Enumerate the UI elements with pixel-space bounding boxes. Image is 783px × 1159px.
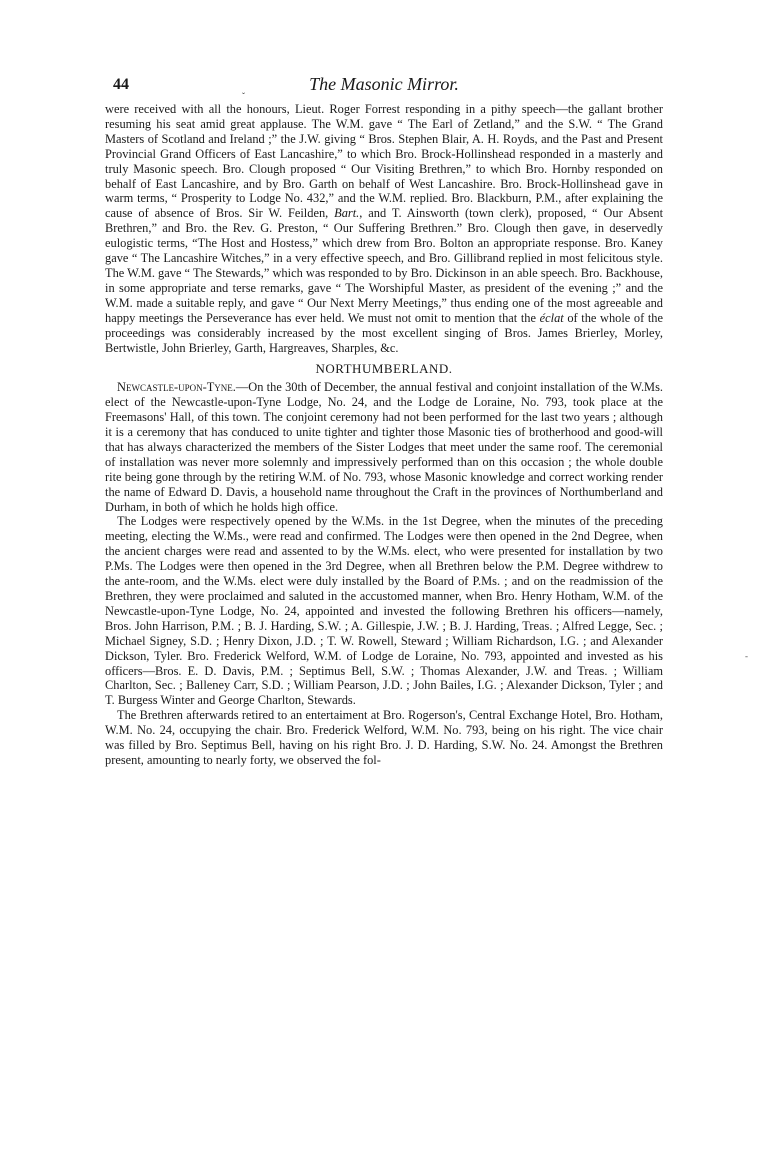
paragraph-text-end: of the whole of the proceedings was considerably increased by the most excellent singing of Bros. James Brierley, Morley, Bertwistle, John Brierley, Garth, Hargreaves, Sharples, &c. — [105, 310, 663, 355]
paragraph-lodges-opened: The Lodges were respectively opened by the W.Ms. in the 1st Degree, when the minutes of the preceding meeting, electing the W.Ms., were read and confirmed. The Lodges were then opened in the 2nd Degree, when the ancient charges were read and assented to by the W.Ms. elect, who were presented for installation by two P.Ms. The Lodges were then opened in the 3rd Degree, when all Brethren below the P.M. Degree withdrew to the ante-room, and the W.Ms. elect were duly installed by the Board of P.Ms. ; and on the readmission of the Brethren, they were proclaimed and saluted in the accustomed manner, when Bro. Henry Hotham, W.M. of the Newcastle-upon-Tyne Lodge, No. 24, appointed and invested the following Brethren his officers—namely, Bros. John Harrison, P.M. ; B. J. Harding, S.W. ; A. Gillespie, J.W. ; B. J. Harding, Treas. ; Alfred Legge, Sec. ; Michael Signey, S.D. ; Henry Dixon, J.D. ; T. W. Rowell, Steward ; William Richardson, I.G. ; and Alexander Dickson, Tyler. Bro. Frederick Welford, W.M. of Lodge de Loraine, No. 793, appointed and invested as his officers—Bros. E. D. Davis, P.M. ; Septimus Bell, S.W. ; Thomas Alexander, J.W. and Treas. ; William Charlton, Sec. ; Balleney Carr, S.D. ; William Pearson, J.D. ; John Bailes, I.G. ; Alexander Dickson, Tyler ; and T. Burgess Winter and George Charlton, Stewards. — [105, 514, 663, 708]
running-title: The Masonic Mirror. — [309, 74, 459, 94]
paragraph-text-cont: , and T. Ainsworth (town clerk), proposed, “ Our Absent Brethren,” and Bro. the Rev. G. Preston, “ Our Suffering Brethren.” Bro. Clough then gave, in deservedly eulogistic terms, “The Host and Hostess,” which drew from Bro. Bolton an appropriate response. Bro. Kaney gave “ The Lancashire Witches,” in a very effective speech, and Bro. Gillibrand replied in most felicitous style. The W.M. gave “ The Stewards,” which was responded to by Bro. Dickinson in an able speech. Bro. Backhouse, in some appropriate and terse remarks, gave “ The Worshipful Master, as president of the evening ;” and the W.M. made a suitable reply, and gave “ Our Next Merry Meetings,” thus ending one of the most agreeable and happy meetings the Perseverance has ever held. We must not omit to mention that the — [105, 206, 664, 325]
italic-bart: Bart. — [334, 206, 360, 221]
place-name: Newcastle-upon-Tyne. — [117, 380, 236, 395]
margin-dash-mark: - — [745, 651, 748, 661]
printer-tick-mark: ˇ — [242, 91, 245, 101]
page-column — [105, 72, 663, 768]
paragraph-text: —On the 30th of December, the annual festival and conjoint installation of the W.Ms. elect of the Newcastle-upon-Tyne Lodge, No. 24, and the Lodge de Loraine, No. 793, took place at the Freemasons' Hall, of this town. The conjoint ceremony had not been performed for the last two years ; although it is a ceremony that has conduced to unite tighter and tighter those Masonic ties of brotherhood and good-will that has always characterized the members of the Sister Lodges that meet under the same roof. The ceremonial of installation was never more solemnly and impressively performed than on this occasion ; the whole double rite being gone through by the retiring W.M. of No. 793, whose Masonic knowledge and correct working render the name of Edward D. Davis, a household name throughout the Craft in the provinces of Northumberland and Durham, in both of which he holds high office. — [105, 380, 663, 514]
section-heading: NORTHUMBERLAND. — [315, 361, 453, 377]
paragraph-newcastle-festival — [105, 380, 663, 514]
italic-eclat: éclat — [539, 310, 564, 325]
article-body — [105, 102, 663, 768]
paragraph-entertainment: The Brethren afterwards retired to an entertaiment at Bro. Rogerson's, Central Exchange Hotel, Bro. Hotham, W.M. No. 24, occupying the chair. Bro. Frederick Welford, W.M. No. 793, being on his right. The vice chair was filled by Bro. Septimus Bell, having on his right Bro. J. D. Harding, S.W. No. 24. Amongst the Brethren present, amounting to nearly forty, we observed the fol- — [105, 708, 663, 767]
page-header — [105, 72, 663, 102]
paragraph-text: were received with all the honours, Lieut. Roger Forrest responding in a pithy speech—the gallant brother resuming his seat amid great applause. The W.M. gave “ The Earl of Zetland,” and the S.W. “ The Grand Masters of Scotland and Ireland ;” the J.W. giving “ Bros. Stephen Blair, A. H. Royds, and the Past and Present Provincial Grand Officers of East Lancashire,” to which Bro. Brock-Hollinshead responded in a masterly and truly Masonic speech. Bro. Clough proposed “ Our Visiting Brethren,” to which Bro. Hornby responded on behalf of East Lancashire, and by Bro. Garth on behalf of West Lancashire. Bro. Brock-Hollinshead gave in warm terms, “ Prosperity to Lodge No. 432,” and the W.M. replied. Bro. Blackburn, P.M., after explaining the cause of absence of Bros. Sir W. Feilden, — [105, 102, 663, 221]
page-number: 44 — [113, 76, 129, 93]
paragraph-lancashire-toasts — [105, 102, 663, 355]
